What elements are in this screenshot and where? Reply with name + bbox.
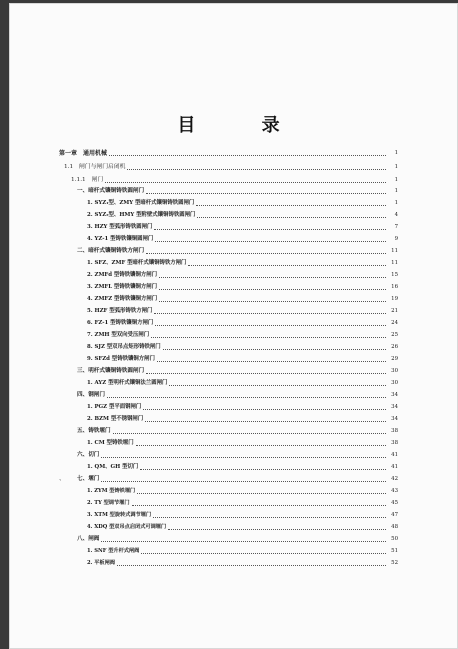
toc-entry-item[interactable] xyxy=(87,499,398,508)
toc-entry-label: 八、闸阀 xyxy=(77,536,100,542)
toc-entry-label: 六、切门 xyxy=(77,452,100,458)
toc-entry-page: 15 xyxy=(391,272,398,278)
toc-entry-page: 21 xyxy=(391,308,398,314)
toc-entry-page: 34 xyxy=(391,392,398,398)
toc-entry-item[interactable] xyxy=(87,463,398,472)
toc-entry-item[interactable] xyxy=(87,547,398,556)
toc-entry-label: 4. XDQ 型双吊点启闭式可调堰门 xyxy=(87,524,167,530)
toc-entry-page: 41 xyxy=(391,464,398,470)
toc-entry-label: 1. SNF 型升杆式闸阀 xyxy=(87,548,140,554)
document-page xyxy=(9,3,458,649)
toc-entry-label: 1. SYZ₁型、ZMY 型暗杆式镶铜铸铁圆闸门 xyxy=(87,200,195,206)
toc-entry-item[interactable] xyxy=(87,487,398,496)
toc-entry-page: 26 xyxy=(391,344,398,350)
toc-entry-item[interactable] xyxy=(87,355,398,364)
toc-entry-label: 1.1 闸门与闸门启闭机 xyxy=(64,164,126,170)
toc-entry-label: 1. QM、GH 型切门 xyxy=(87,464,139,470)
toc-entry-item[interactable] xyxy=(87,403,398,412)
toc-entry-item[interactable] xyxy=(87,379,398,388)
toc-entry-label: 2. BZM 型不锈钢闸门 xyxy=(87,416,144,422)
toc-entry-page: 38 xyxy=(391,428,398,434)
toc-entry-section[interactable] xyxy=(64,163,398,172)
toc-entry-page: 1 xyxy=(394,188,398,194)
toc-entry-page: 9 xyxy=(394,236,398,242)
toc-entry-item[interactable] xyxy=(87,235,398,244)
toc-entry-group[interactable] xyxy=(77,475,398,484)
margin-mark: 、 xyxy=(59,475,66,482)
toc-entry-page: 11 xyxy=(391,248,398,254)
toc-entry-item[interactable] xyxy=(87,439,398,448)
toc-entry-item[interactable] xyxy=(87,271,398,280)
toc-entry-label: 2. SYZ₂型、HMY 型附壁式镶铜铸铁圆闸门 xyxy=(87,212,196,218)
toc-entry-page: 47 xyxy=(391,512,398,518)
toc-entry-group[interactable] xyxy=(77,247,398,256)
toc-entry-group[interactable] xyxy=(77,535,398,544)
toc-entry-label: 二、暗杆式镶铜铸铁方闸门 xyxy=(77,248,145,254)
toc-entry-item[interactable] xyxy=(87,283,398,292)
toc-entry-label: 9. SFZd 型铸铁镶铜方闸门 xyxy=(87,356,155,362)
toc-entry-label: 1. PGZ 型平面钢闸门 xyxy=(87,404,142,410)
toc-entry-item[interactable] xyxy=(87,223,398,232)
toc-entry-page: 24 xyxy=(391,320,398,326)
toc-entry-page: 43 xyxy=(391,488,398,494)
toc-entry-subsection[interactable] xyxy=(71,176,398,185)
toc-entry-item[interactable] xyxy=(87,343,398,352)
toc-entry-page: 30 xyxy=(391,380,398,386)
toc-entry-group[interactable] xyxy=(77,427,398,436)
toc-entry-page: 30 xyxy=(391,368,398,374)
toc-entry-page: 1 xyxy=(394,164,398,170)
toc-entry-page: 11 xyxy=(391,260,398,266)
toc-entry-page: 19 xyxy=(391,296,398,302)
toc-entry-page: 52 xyxy=(391,560,398,566)
toc-entry-label: 1. CM 型铸铁堰门 xyxy=(87,440,134,446)
toc-entry-label: 三、明杆式镶铜铸铁圆闸门 xyxy=(77,368,145,374)
toc-entry-label: 五、铸铁堰门 xyxy=(77,428,111,434)
toc-entry-page: 34 xyxy=(391,416,398,422)
toc-entry-group[interactable] xyxy=(77,391,398,400)
toc-entry-group[interactable] xyxy=(77,187,398,196)
page-title: 目 录 xyxy=(177,115,310,136)
toc-entry-item[interactable] xyxy=(87,295,398,304)
toc-entry-item[interactable] xyxy=(87,331,398,340)
toc-entry-item[interactable] xyxy=(87,319,398,328)
toc-entry-label: 1. AYZ 型明杆式镶铜法兰圆闸门 xyxy=(87,380,168,386)
toc-entry-item[interactable] xyxy=(87,199,398,208)
toc-entry-label: 4. ZMFZ 型铸铁镶铜方闸门 xyxy=(87,296,158,302)
toc-entry-group[interactable] xyxy=(77,451,398,460)
toc-entry-label: 2. ZMFd 型铸铁镶铜方闸门 xyxy=(87,272,158,278)
toc-entry-item[interactable] xyxy=(87,259,398,268)
toc-entry-label: 1. ZYM 型铸铁堰门 xyxy=(87,488,136,494)
toc-entry-page: 51 xyxy=(391,548,398,554)
toc-entry-label: 6. FZ-1 型铸铁镶铜方闸门 xyxy=(87,320,154,326)
toc-entry-page: 29 xyxy=(391,356,398,362)
toc-entry-page: 42 xyxy=(391,476,398,482)
toc-entry-label: 1. SFZ、ZMF 型暗杆式镶铜铸铁方闸门 xyxy=(87,260,187,266)
toc-entry-label: 七、堰门 xyxy=(77,476,100,482)
toc-entry-label: 5. HZF 型弧形铸铁方闸门 xyxy=(87,308,153,314)
toc-entry-label: 3. HZY 型弧形铸铁圆闸门 xyxy=(87,224,153,230)
toc-entry-label: 2. TY 型调节堰门 xyxy=(87,500,130,506)
toc-entry-label: 1.1.1 闸门 xyxy=(71,177,104,183)
toc-entry-page: 1 xyxy=(394,200,398,206)
toc-entry-label: 8. SJZ 型双吊点矩形铸铁闸门 xyxy=(87,344,161,350)
toc-entry-page: 38 xyxy=(391,440,398,446)
toc-entry-group[interactable] xyxy=(77,367,398,376)
toc-entry-label: 7. ZMH 型双向受压闸门 xyxy=(87,332,150,338)
toc-entry-label: 四、钢闸门 xyxy=(77,392,105,398)
table-of-contents xyxy=(9,3,458,649)
toc-entry-page: 1 xyxy=(394,177,398,183)
toc-entry-label: 一、暗杆式镶铜铸铁圆闸门 xyxy=(77,188,145,194)
toc-entry-page: 50 xyxy=(391,536,398,542)
toc-entry-page: 45 xyxy=(391,500,398,506)
toc-entry-item[interactable] xyxy=(87,307,398,316)
toc-entry-page: 48 xyxy=(391,524,398,530)
toc-entry-item[interactable] xyxy=(87,523,398,532)
toc-entry-label: 3. XTM 型旋转式调节堰门 xyxy=(87,512,152,518)
toc-entry-label: 2. 平板闸阀 xyxy=(87,560,115,566)
toc-entry-label: 4. YZ-1 型铸铁镶铜圆闸门 xyxy=(87,236,154,242)
toc-entry-page: 25 xyxy=(391,332,398,338)
toc-entry-page: 41 xyxy=(391,452,398,458)
toc-entry-page: 7 xyxy=(394,224,398,230)
toc-entry-page: 1 xyxy=(394,150,398,156)
toc-entry-page: 34 xyxy=(391,404,398,410)
toc-entry-chapter[interactable] xyxy=(59,149,398,158)
toc-entry-page: 16 xyxy=(391,284,398,290)
toc-entry-item[interactable] xyxy=(87,211,398,220)
toc-entry-item[interactable] xyxy=(87,559,398,568)
toc-entry-page: 4 xyxy=(394,212,398,218)
toc-entry-label: 3. ZMFL 型铸铁镶铜方闸门 xyxy=(87,284,158,290)
toc-entry-label: 第一章 通用机械 xyxy=(59,150,108,157)
toc-entry-item[interactable] xyxy=(87,415,398,424)
toc-entry-item[interactable] xyxy=(87,511,398,520)
